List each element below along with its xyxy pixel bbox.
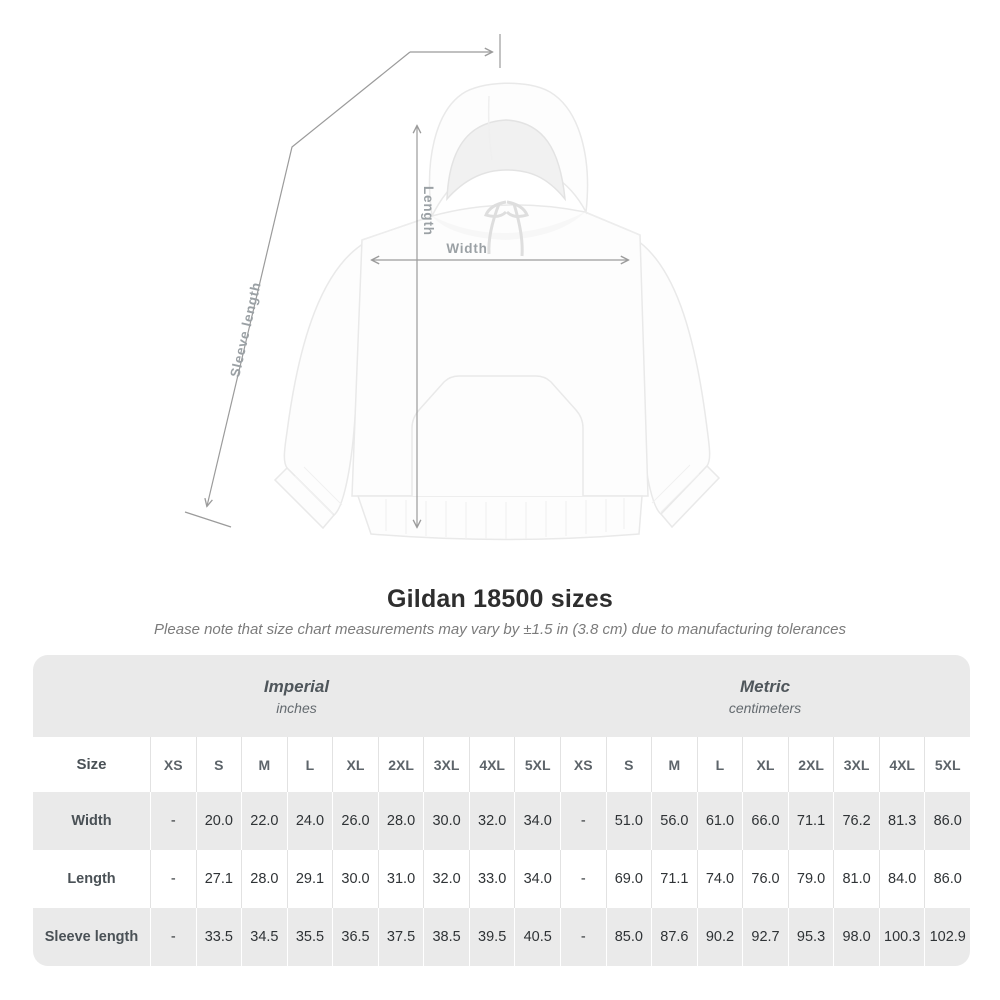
unit-group-title: Imperial (263, 676, 330, 696)
table-cell: 69.0 (606, 850, 652, 908)
table-cell: 81.3 (879, 792, 925, 850)
size-col-header-2xl: 2XL (788, 737, 834, 792)
size-table (33, 655, 970, 966)
table-cell: 81.0 (833, 850, 879, 908)
table-cell: - (560, 850, 606, 908)
size-col-header-4xl: 4XL (469, 737, 515, 792)
table-cell: 20.0 (196, 792, 242, 850)
size-col-header-3xl: 3XL (833, 737, 879, 792)
table-cell: 51.0 (606, 792, 652, 850)
size-col-header-l: L (697, 737, 743, 792)
size-column-header: Size (33, 737, 150, 792)
unit-group-subtitle: centimeters (728, 699, 802, 716)
size-col-header-s: S (196, 737, 242, 792)
table-cell: 98.0 (833, 908, 879, 966)
hoodie-pocket (412, 376, 583, 496)
table-cell: 27.1 (196, 850, 242, 908)
table-cell: 34.5 (241, 908, 287, 966)
table-cell: 102.9 (924, 908, 970, 966)
row-label-sleeve-length: Sleeve length (33, 908, 150, 966)
size-col-header-5xl: 5XL (924, 737, 970, 792)
table-cell: 32.0 (423, 850, 469, 908)
table-cell: - (150, 792, 196, 850)
hoodie-waistband (358, 496, 642, 540)
table-cell: 71.1 (788, 792, 834, 850)
page-title: Gildan 18500 sizes (387, 585, 613, 613)
table-cell: 37.5 (378, 908, 424, 966)
hoodie-drawing (275, 83, 719, 539)
table-cell: - (150, 850, 196, 908)
table-cell: 34.0 (514, 850, 560, 908)
table-cell: 22.0 (241, 792, 287, 850)
table-cell: 34.0 (514, 792, 560, 850)
unit-group-subtitle: inches (276, 699, 317, 716)
size-col-header-5xl: 5XL (514, 737, 560, 792)
size-col-header-3xl: 3XL (423, 737, 469, 792)
table-cell: 87.6 (651, 908, 697, 966)
table-cell: 79.0 (788, 850, 834, 908)
size-col-header-4xl: 4XL (879, 737, 925, 792)
table-cell: 30.0 (423, 792, 469, 850)
table-cell: 86.0 (924, 792, 970, 850)
table-cell: 90.2 (697, 908, 743, 966)
table-cell: 33.5 (196, 908, 242, 966)
table-cell: 24.0 (287, 792, 333, 850)
unit-group-header-imperial (33, 655, 560, 737)
table-cell: 76.2 (833, 792, 879, 850)
table-cell: 31.0 (378, 850, 424, 908)
table-cell: 35.5 (287, 908, 333, 966)
width-label: Width (446, 241, 488, 256)
table-cell: - (150, 908, 196, 966)
table-cell: 95.3 (788, 908, 834, 966)
row-label-width: Width (33, 792, 150, 850)
table-cell: 74.0 (697, 850, 743, 908)
size-col-header-xs: XS (560, 737, 606, 792)
row-label-length: Length (33, 850, 150, 908)
table-cell: 71.1 (651, 850, 697, 908)
table-cell: 30.0 (332, 850, 378, 908)
table-cell: 39.5 (469, 908, 515, 966)
table-cell: 76.0 (742, 850, 788, 908)
table-cell: 92.7 (742, 908, 788, 966)
size-col-header-m: M (651, 737, 697, 792)
table-cell: 40.5 (514, 908, 560, 966)
unit-group-title: Metric (739, 676, 791, 696)
table-cell: 28.0 (241, 850, 287, 908)
table-cell: 66.0 (742, 792, 788, 850)
sleeve-length-bottom-tick (185, 512, 231, 527)
size-col-header-2xl: 2XL (378, 737, 424, 792)
table-cell: 84.0 (879, 850, 925, 908)
table-cell: 28.0 (378, 792, 424, 850)
size-col-header-xs: XS (150, 737, 196, 792)
table-cell: 36.5 (332, 908, 378, 966)
size-col-header-xl: XL (742, 737, 788, 792)
table-cell: 61.0 (697, 792, 743, 850)
table-cell: 33.0 (469, 850, 515, 908)
size-col-header-l: L (287, 737, 333, 792)
table-cell: 32.0 (469, 792, 515, 850)
table-cell: 38.5 (423, 908, 469, 966)
size-col-header-s: S (606, 737, 652, 792)
tolerance-note: Please note that size chart measurements may vary by ±1.5 in (3.8 cm) due to manufacturing tolerances (154, 621, 846, 638)
table-cell: 85.0 (606, 908, 652, 966)
table-cell: - (560, 908, 606, 966)
table-cell: 26.0 (332, 792, 378, 850)
table-cell: 86.0 (924, 850, 970, 908)
unit-group-header-metric (560, 655, 970, 737)
table-cell: - (560, 792, 606, 850)
sleeve-length-label: Sleeve length (227, 280, 264, 379)
table-cell: 100.3 (879, 908, 925, 966)
table-cell: 56.0 (651, 792, 697, 850)
size-col-header-m: M (241, 737, 287, 792)
length-label: Length (421, 186, 436, 236)
table-cell: 29.1 (287, 850, 333, 908)
size-col-header-xl: XL (332, 737, 378, 792)
